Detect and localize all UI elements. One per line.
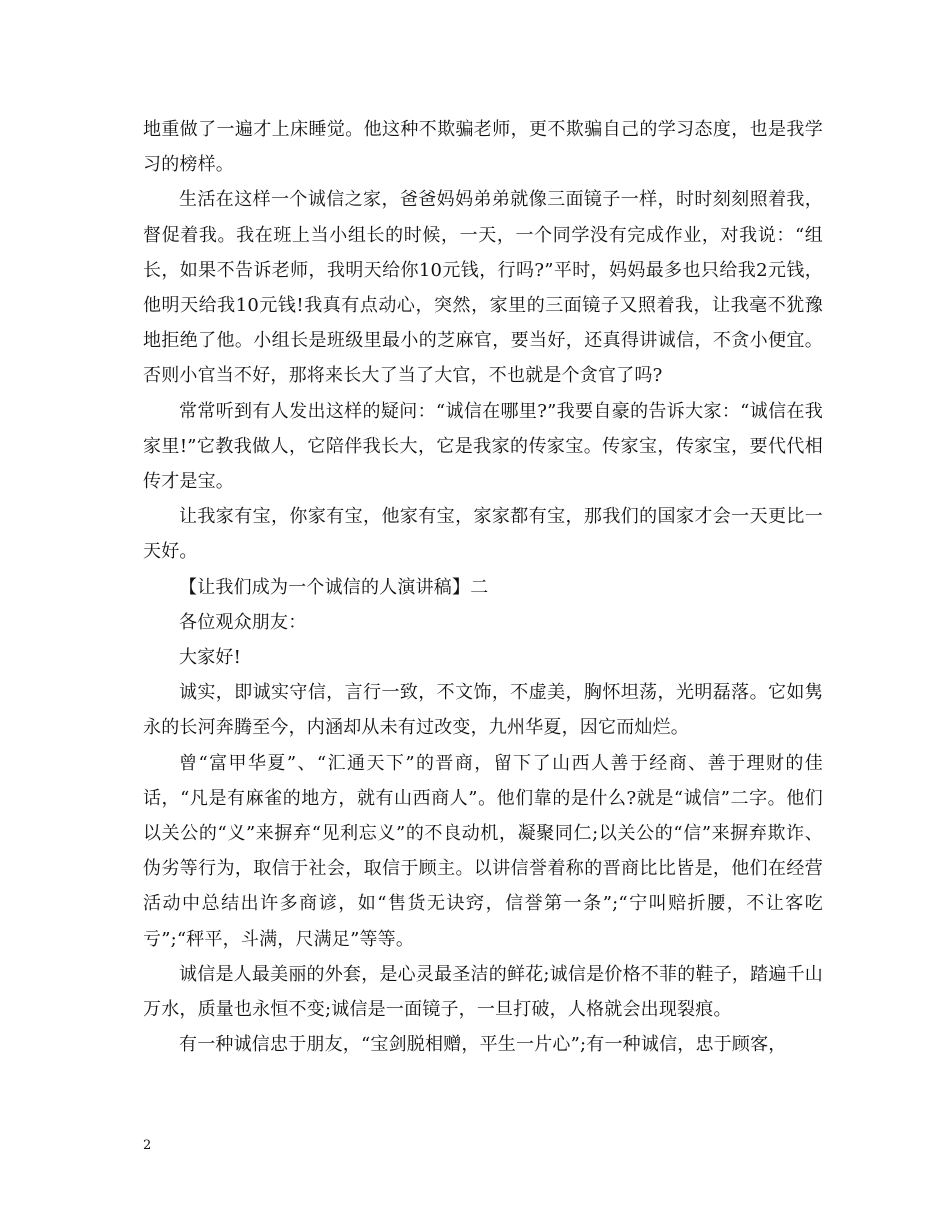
- paragraph: 让我家有宝，你家有宝，他家有宝，家家都有宝，那我们的国家才会一天更比一天好。: [143, 506, 823, 563]
- greeting: 大家好!: [179, 647, 242, 669]
- page-number: 2: [143, 1138, 152, 1153]
- paragraph: 地重做了一遍才上床睡觉。他这种不欺骗老师，更不欺骗自己的学习态度，也是我学习的榜样。: [143, 119, 823, 176]
- section-heading: 【让我们成为一个诚信的人演讲稿】二: [179, 576, 489, 598]
- paragraph: 有一种诚信忠于朋友，“宝剑脱相赠，平生一片心”;有一种诚信，忠于顾客，: [179, 1034, 787, 1056]
- paragraph: 常常听到有人发出这样的疑问：“诚信在哪里?”我要自豪的告诉大家：“诚信在我家里!”它教我做人，它陪伴我长大，它是我家的传家宝。传家宝，传家宝，要代代相传才是宝。: [143, 400, 823, 493]
- paragraph: 诚信是人最美丽的外套，是心灵最圣洁的鲜花;诚信是价格不菲的鞋子，踏遍千山万水，质量也永恒不变;诚信是一面镜子，一旦打破，人格就会出现裂痕。: [143, 963, 823, 1021]
- paragraph: 诚实，即诚实守信，言行一致，不文饰，不虚美，胸怀坦荡，光明磊落。它如隽永的长河奔腾至今，内涵却从未有过改变，九州华夏，因它而灿烂。: [143, 682, 823, 739]
- body-text: [143, 112, 823, 1062]
- paragraph: 曾“富甲华夏”、“汇通天下”的晋商，留下了山西人善于经商、善于理财的佳话，“凡是有麻雀的地方，就有山西商人”。他们靠的是什么?就是“诚信”二字。他们以关公的“义”来摒弃“见利忘义”的不良动机，凝聚同仁;以关公的“信”来摒弃欺诈、伪劣等行为，取信于社会，取信于顾主。以讲信誉着称的晋商比比皆是，他们在经营活动中总结出许多商谚，如“售货无诀窍，信誉第一条”;“宁叫赔折腰，不让客吃亏”;“秤平，斗满，尺满足”等等。: [143, 752, 823, 950]
- paragraph: 生活在这样一个诚信之家，爸爸妈妈弟弟就像三面镜子一样，时时刻刻照着我，督促着我。我在班上当小组长的时候，一天，一个同学没有完成作业，对我说：“组长，如果不告诉老师，我明天给你10元钱，行吗?”平时，妈妈最多也只给我2元钱，他明天给我10元钱!我真有点动心，突然，家里的三面镜子又照着我，让我毫不犹豫地拒绝了他。小组长是班级里最小的芝麻官，要当好，还真得讲诚信，不贪小便宜。否则小官当不好，那将来长大了当了大官，不也就是个贪官了吗?: [143, 189, 823, 387]
- salutation: 各位观众朋友：: [179, 611, 307, 633]
